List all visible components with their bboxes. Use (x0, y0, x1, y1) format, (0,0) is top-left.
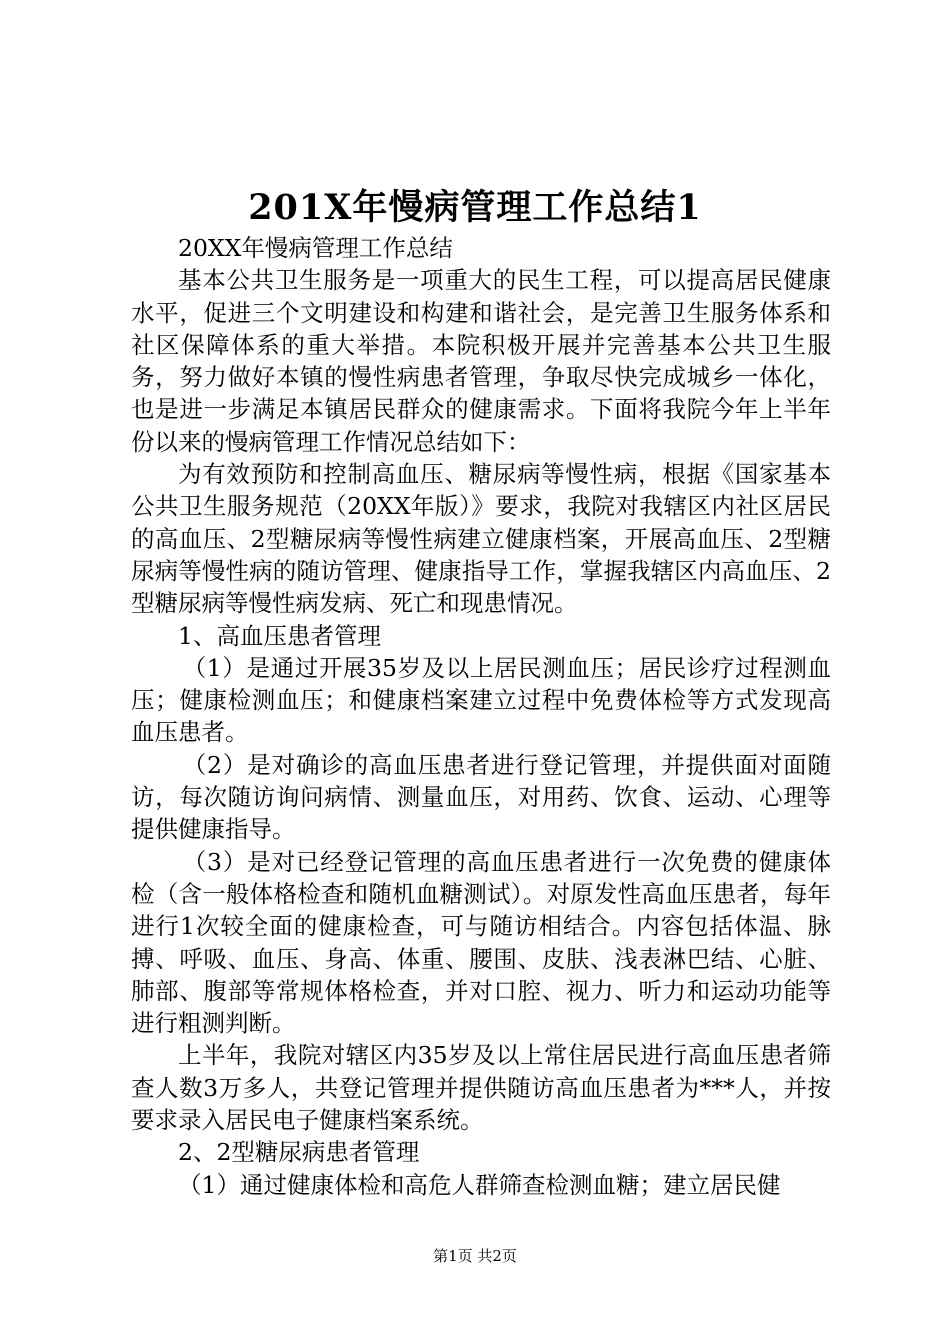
paragraph-intro: 基本公共卫生服务是一项重大的民生工程，可以提高居民健康水平，促进三个文明建设和构建和谐社会，是完善卫生服务体系和社区保障体系的重大举措。本院积极开展并完善基本公共卫生服务，努力做好本镇的慢性病患者管理，争取尽快完成城乡一体化，也是进一步满足本镇居民群众的健康需求。下面将我院今年上半年份以来的慢病管理工作情况总结如下： (131, 266, 831, 456)
page-footer: 第1页 共2页 (433, 1247, 517, 1265)
paragraph-basis: 为有效预防和控制高血压、糖尿病等慢性病，根据《国家基本公共卫生服务规范（20XX年版）》要求，我院对我辖区内社区居民的高血压、2型糖尿病等慢性病建立健康档案，开展高血压、2型糖尿病等慢性病的随访管理、健康指导工作，掌握我辖区内高血压、2型糖尿病等慢性病发病、死亡和现患情况。 (131, 460, 831, 618)
document-body (131, 232, 831, 1201)
document-title: 201X年慢病管理工作总结1 (248, 187, 702, 228)
paragraph-summary: 上半年，我院对辖区内35岁及以上常住居民进行高血压患者筛查人数3万多人，共登记管理并提供随访高血压患者为***人，并按要求录入居民电子健康档案系统。 (131, 1041, 831, 1135)
paragraph-item-3: （3）是对已经登记管理的高血压患者进行一次免费的健康体检（含一般体格检查和随机血糖测试）。对原发性高血压患者，每年进行1次较全面的健康检查，可与随访相结合。内容包括体温、脉搏、呼吸、血压、身高、体重、腰围、皮肤、浅表淋巴结、心脏、肺部、腹部等常规体格检查，并对口腔、视力、听力和运动功能等进行粗测判断。 (131, 847, 831, 1038)
paragraph-item-1: （1）是通过开展35岁及以上居民测血压；居民诊疗过程测血压；健康检测血压；和健康档案建立过程中免费体检等方式发现高血压患者。 (131, 653, 831, 747)
paragraph-item-2: （2）是对确诊的高血压患者进行登记管理，并提供面对面随访，每次随访询问病情、测量血压，对用药、饮食、运动、心理等提供健康指导。 (131, 750, 831, 844)
paragraph-subtitle: 20XX年慢病管理工作总结 (178, 234, 453, 262)
section-heading-hypertension: 1、高血压患者管理 (178, 621, 381, 650)
paragraph-diabetes-item-1: （1）通过健康体检和高危人群筛查检测血糖；建立居民健 (178, 1170, 781, 1199)
section-heading-diabetes: 2、2型糖尿病患者管理 (178, 1138, 420, 1167)
